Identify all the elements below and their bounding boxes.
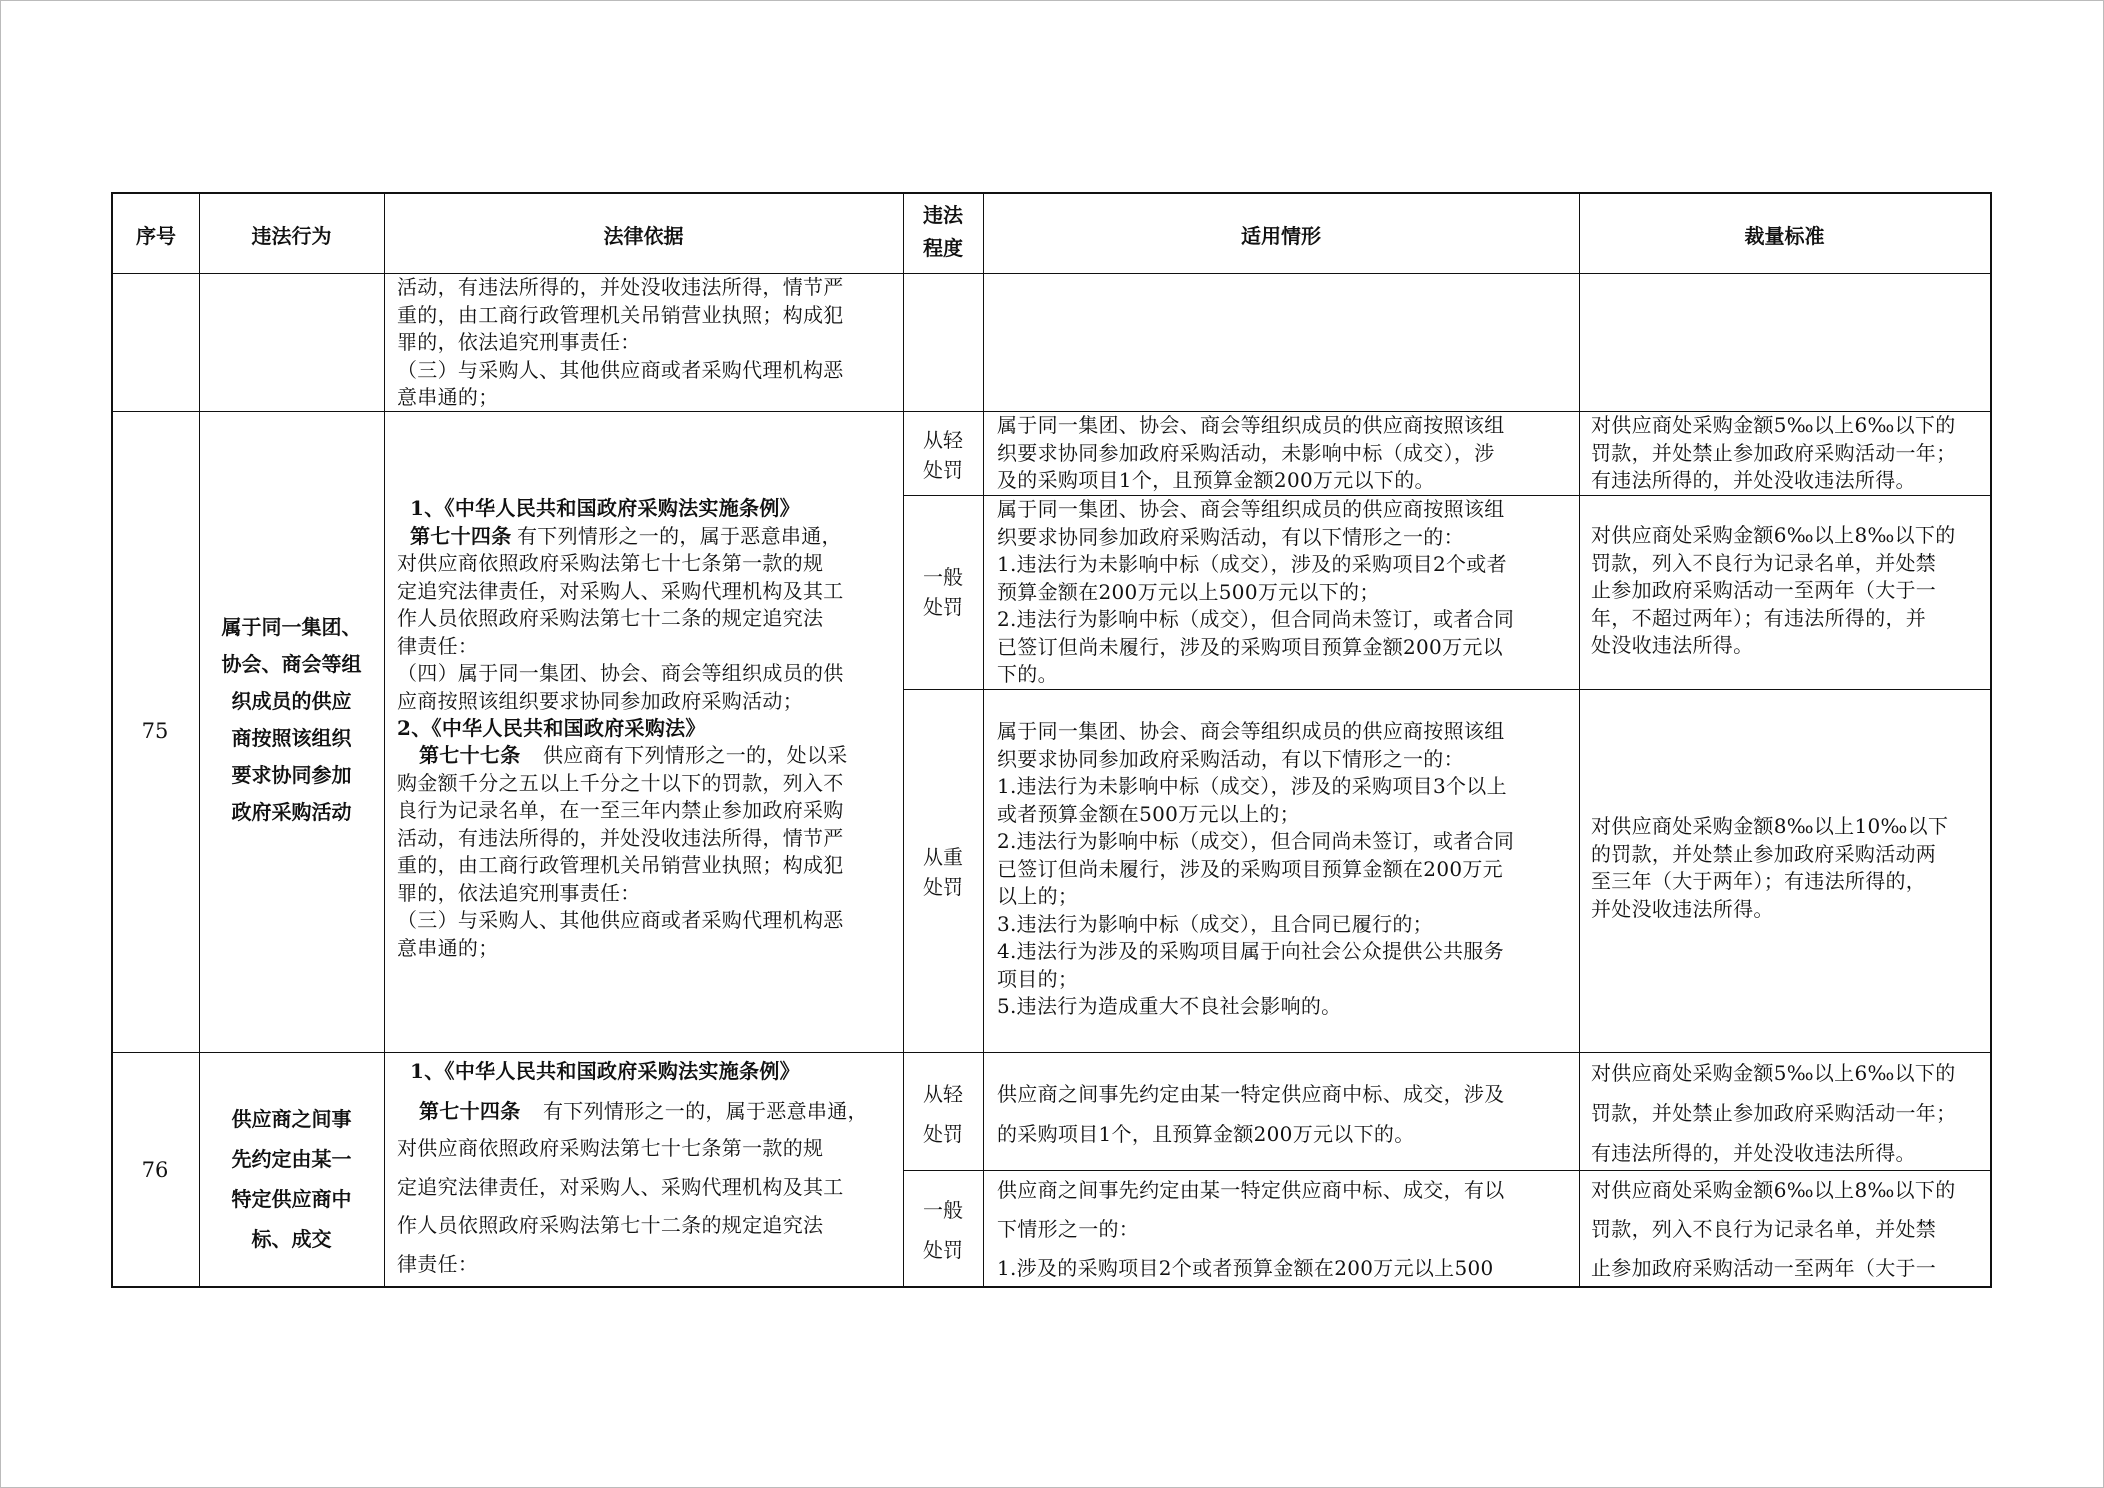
cont-basis-text: 活动，有违法所得的，并处没收违法所得，情节严 重的，由工商行政管理机关吊销营业执照；构成犯 罪的，依法追究刑事责任： （三）与采购人、其他供应商或者采购代理机构恶 意串通的； <box>397 275 844 409</box>
row75-basis-heading1: 1、《中华人民共和国政府采购法实施条例》 <box>410 496 800 520</box>
header-violation: 违法行为 <box>251 224 332 248</box>
row76-violation: 供应商之间事 先约定由某一 特定供应商中 标、成交 <box>231 1107 352 1251</box>
header-basis: 法律依据 <box>603 224 684 248</box>
col-divider <box>384 194 385 1286</box>
row75-light-standard: 对供应商处采购金额5‰以上6‰以下的 罚款，并处禁止参加政府采购活动一年； 有违法所得的，并处没收违法所得。 <box>1591 413 1957 492</box>
penalty-table <box>111 192 1992 1288</box>
row-line <box>903 689 1990 690</box>
row76-basis-heading1: 1、《中华人民共和国政府采购法实施条例》 <box>410 1059 800 1083</box>
col-divider <box>983 194 984 1286</box>
row75-basis-text1-first: 有下列情形之一的，属于恶意串通， <box>517 523 842 548</box>
row75-general-standard: 对供应商处采购金额6‰以上8‰以下的 罚款，列入不良行为记录名单，并处禁 止参加政府采购活动一至两年（大于一 年，不超过两年）；有违法所得的，并 处没收违法所得。 <box>1591 523 1956 657</box>
row76-light-standard: 对供应商处采购金额5‰以上6‰以下的 罚款，并处禁止参加政府采购活动一年； 有违法所得的，并处没收违法所得。 <box>1591 1061 1957 1165</box>
row76-basis <box>397 1053 868 1289</box>
row75-basis-article2: 第七十七条 <box>419 743 521 767</box>
row75-light-degree: 从轻 处罚 <box>923 428 963 482</box>
row75-general-degree: 一般 处罚 <box>923 565 963 619</box>
row75-basis-text1-rest: 对供应商依照政府采购法第七十七条第一款的规 定追究法律责任，对采购人、采购代理机构及其工 作人员依照政府采购法第七十二条的规定追究法 律责任： （四）属于同一集团、协会、商会等组织成员的供 应商按照该组织要求协同参加政府采购活动； <box>397 551 844 713</box>
row75-basis-article1: 第七十四条 <box>410 523 512 548</box>
row76-basis-text1-first: 有下列情形之一的，属于恶意串通， <box>543 1099 868 1123</box>
col-divider <box>1579 194 1580 1286</box>
row75-heavy-standard: 对供应商处采购金额8‰以上10‰以下 的罚款，并处禁止参加政府采购活动两 至三年（大于两年）；有违法所得的， 并处没收违法所得。 <box>1591 814 1949 921</box>
row76-general-degree: 一般 处罚 <box>923 1198 963 1262</box>
row76-basis-text1-rest: 对供应商依照政府采购法第七十七条第一款的规 定追究法律责任，对采购人、采购代理机构及其工 作人员依照政府采购法第七十二条的规定追究法 律责任： <box>397 1136 844 1276</box>
row75-number: 75 <box>141 719 169 743</box>
row76-basis-article1: 第七十四条 <box>419 1099 521 1123</box>
header-seq: 序号 <box>136 224 176 248</box>
row76-light-degree: 从轻 处罚 <box>923 1082 963 1146</box>
row75-basis-text2-first: 供应商有下列情形之一的，处以采 <box>543 743 848 767</box>
row75-basis <box>397 495 848 972</box>
header-standard: 裁量标准 <box>1744 224 1825 248</box>
header-situation: 适用情形 <box>1241 224 1321 248</box>
row76-general-situation: 供应商之间事先约定由某一特定供应商中标、成交，有以 下情形之一的： 1.涉及的采购项目2个或者预算金额在200万元以上500 <box>997 1178 1505 1280</box>
row75-basis-heading2: 2、《中华人民共和国政府采购法》 <box>397 715 706 740</box>
row76-light-situation: 供应商之间事先约定由某一特定供应商中标、成交，涉及 的采购项目1个，且预算金额200万元以下的。 <box>997 1082 1505 1146</box>
row75-violation: 属于同一集团、 协会、商会等组 织成员的供应 商按照该组织 要求协同参加 政府采购活动 <box>221 615 362 824</box>
header-bottom-line <box>113 273 1990 274</box>
row75-light-situation: 属于同一集团、协会、商会等组织成员的供应商按照该组 织要求协同参加政府采购活动，未影响中标（成交），涉 及的采购项目1个，且预算金额200万元以下的。 <box>997 413 1505 492</box>
header-degree: 违法 程度 <box>923 203 963 260</box>
row75-heavy-degree: 从重 处罚 <box>923 845 963 899</box>
row75-basis-text2-rest: 购金额千分之五以上千分之十以下的罚款，列入不 良行为记录名单，在一至三年内禁止参加政府采购 活动，有违法所得的，并处没收违法所得，情节严 重的，由工商行政管理机关吊销营业执照；构成犯 罪的，依法追究刑事责任： （三）与采购人、其他供应商或者采购代理机构恶 意串通的； <box>397 770 844 960</box>
row75-heavy-situation: 属于同一集团、协会、商会等组织成员的供应商按照该组 织要求协同参加政府采购活动，有以下情形之一的： 1.违法行为未影响中标（成交），涉及的采购项目3个以上 或者预算金额在500万元以上的； 2.违法行为影响中标（成交），但合同尚未签订，或者合同 已签订但尚未履行，涉及的采购项目预算金额在200万元 以上的； 3.违法行为影响中标（成交），且合同已履行的； 4.违法行为涉及的采购项目属于向社会公众提供公共服务 项目的； 5.违法行为造成重大不良社会影响的。 <box>997 719 1515 1018</box>
row76-general-standard: 对供应商处采购金额6‰以上8‰以下的 罚款，列入不良行为记录名单，并处禁 止参加政府采购活动一至两年（大于一 <box>1591 1178 1956 1280</box>
row75-general-situation: 属于同一集团、协会、商会等组织成员的供应商按照该组 织要求协同参加政府采购活动，有以下情形之一的： 1.违法行为未影响中标（成交），涉及的采购项目2个或者 预算金额在200万元以上500万元以下的； 2.违法行为影响中标（成交），但合同尚未签订，或者合同 已签订但尚未履行，涉及的采购项目预算金额200万元以 下的。 <box>997 497 1515 686</box>
row76-number: 76 <box>141 1158 169 1182</box>
